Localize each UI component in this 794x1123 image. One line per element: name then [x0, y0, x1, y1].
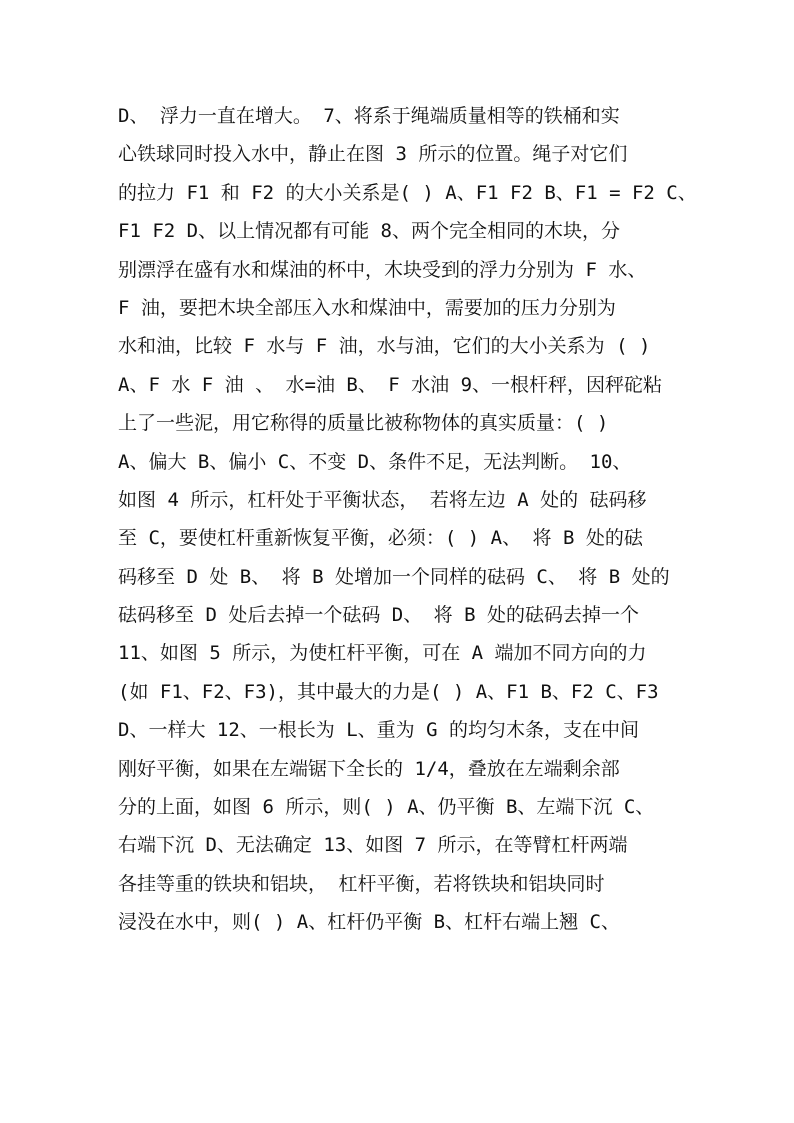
- text-line-19: 分的上面，如图 6 所示，则( ) A、仍平衡 B、左端下沉 C、: [118, 796, 655, 819]
- text-line-12: 至 C，要使杠杆重新恢复平衡，必须：( ) A、 将 B 处的砝: [118, 527, 643, 550]
- text-line-1: D、 浮力一直在增大。 7、将系于绳端质量相等的铁桶和实: [118, 105, 620, 127]
- text-line-11: 如图 4 所示，杠杆处于平衡状态， 若将左边 A 处的 砝码移: [118, 488, 647, 511]
- text-line-2: 心铁球同时投入水中，静止在图 3 所示的位置。绳子对它们: [118, 143, 628, 166]
- text-line-7: 水和油，比较 F 水与 F 油，水与油，它们的大小关系为 ( ): [118, 335, 651, 358]
- text-line-8: A、F 水 F 油 、 水=油 B、 F 水油 9、一根杆秤，因秤砣粘: [118, 373, 663, 396]
- text-line-17: D、一样大 12、一根长为 L、重为 G 的均匀木条，支在中间: [118, 719, 639, 742]
- text-line-20: 右端下沉 D、无法确定 13、如图 7 所示，在等臂杠杆两端: [118, 834, 628, 857]
- text-line-4: F1 F2 D、以上情况都有可能 8、两个完全相同的木块，分: [118, 220, 620, 243]
- text-line-9: 上了一些泥，用它称得的质量比被称物体的真实质量：( ): [118, 412, 609, 435]
- text-line-5: 别漂浮在盛有水和煤油的杯中，木块受到的浮力分别为 F 水、: [118, 258, 647, 281]
- text-line-3: 的拉力 F1 和 F2 的大小关系是( ) A、F1 F2 B、F1 = F2 C、: [118, 181, 697, 204]
- text-line-16: (如 F1、F2、F3)，其中最大的力是( ) A、F1 B、F2 C、F3: [118, 680, 659, 703]
- text-line-15: 11、如图 5 所示，为使杠杆平衡，可在 A 端加不同方向的力: [118, 642, 647, 665]
- text-line-21: 各挂等重的铁块和铝块， 杠杆平衡，若将铁块和铝块同时: [118, 872, 605, 895]
- text-line-18: 刚好平衡，如果在左端锯下全长的 1/4，叠放在左端剩余部: [118, 757, 620, 780]
- text-line-13: 码移至 D 处 B、 将 B 处增加一个同样的砝码 C、 将 B 处的: [118, 565, 670, 588]
- text-line-14: 砝码移至 D 处后去掉一个砝码 D、 将 B 处的砝码去掉一个: [118, 604, 639, 627]
- text-line-22: 浸没在水中，则( ) A、杠杆仍平衡 B、杠杆右端上翘 C、: [118, 911, 620, 934]
- text-line-10: A、偏大 B、偏小 C、不变 D、条件不足，无法判断。 10、: [118, 450, 632, 473]
- body-text: [118, 97, 697, 942]
- text-line-6: F 油，要把木块全部压入水和煤油中，需要加的压力分别为: [118, 296, 616, 319]
